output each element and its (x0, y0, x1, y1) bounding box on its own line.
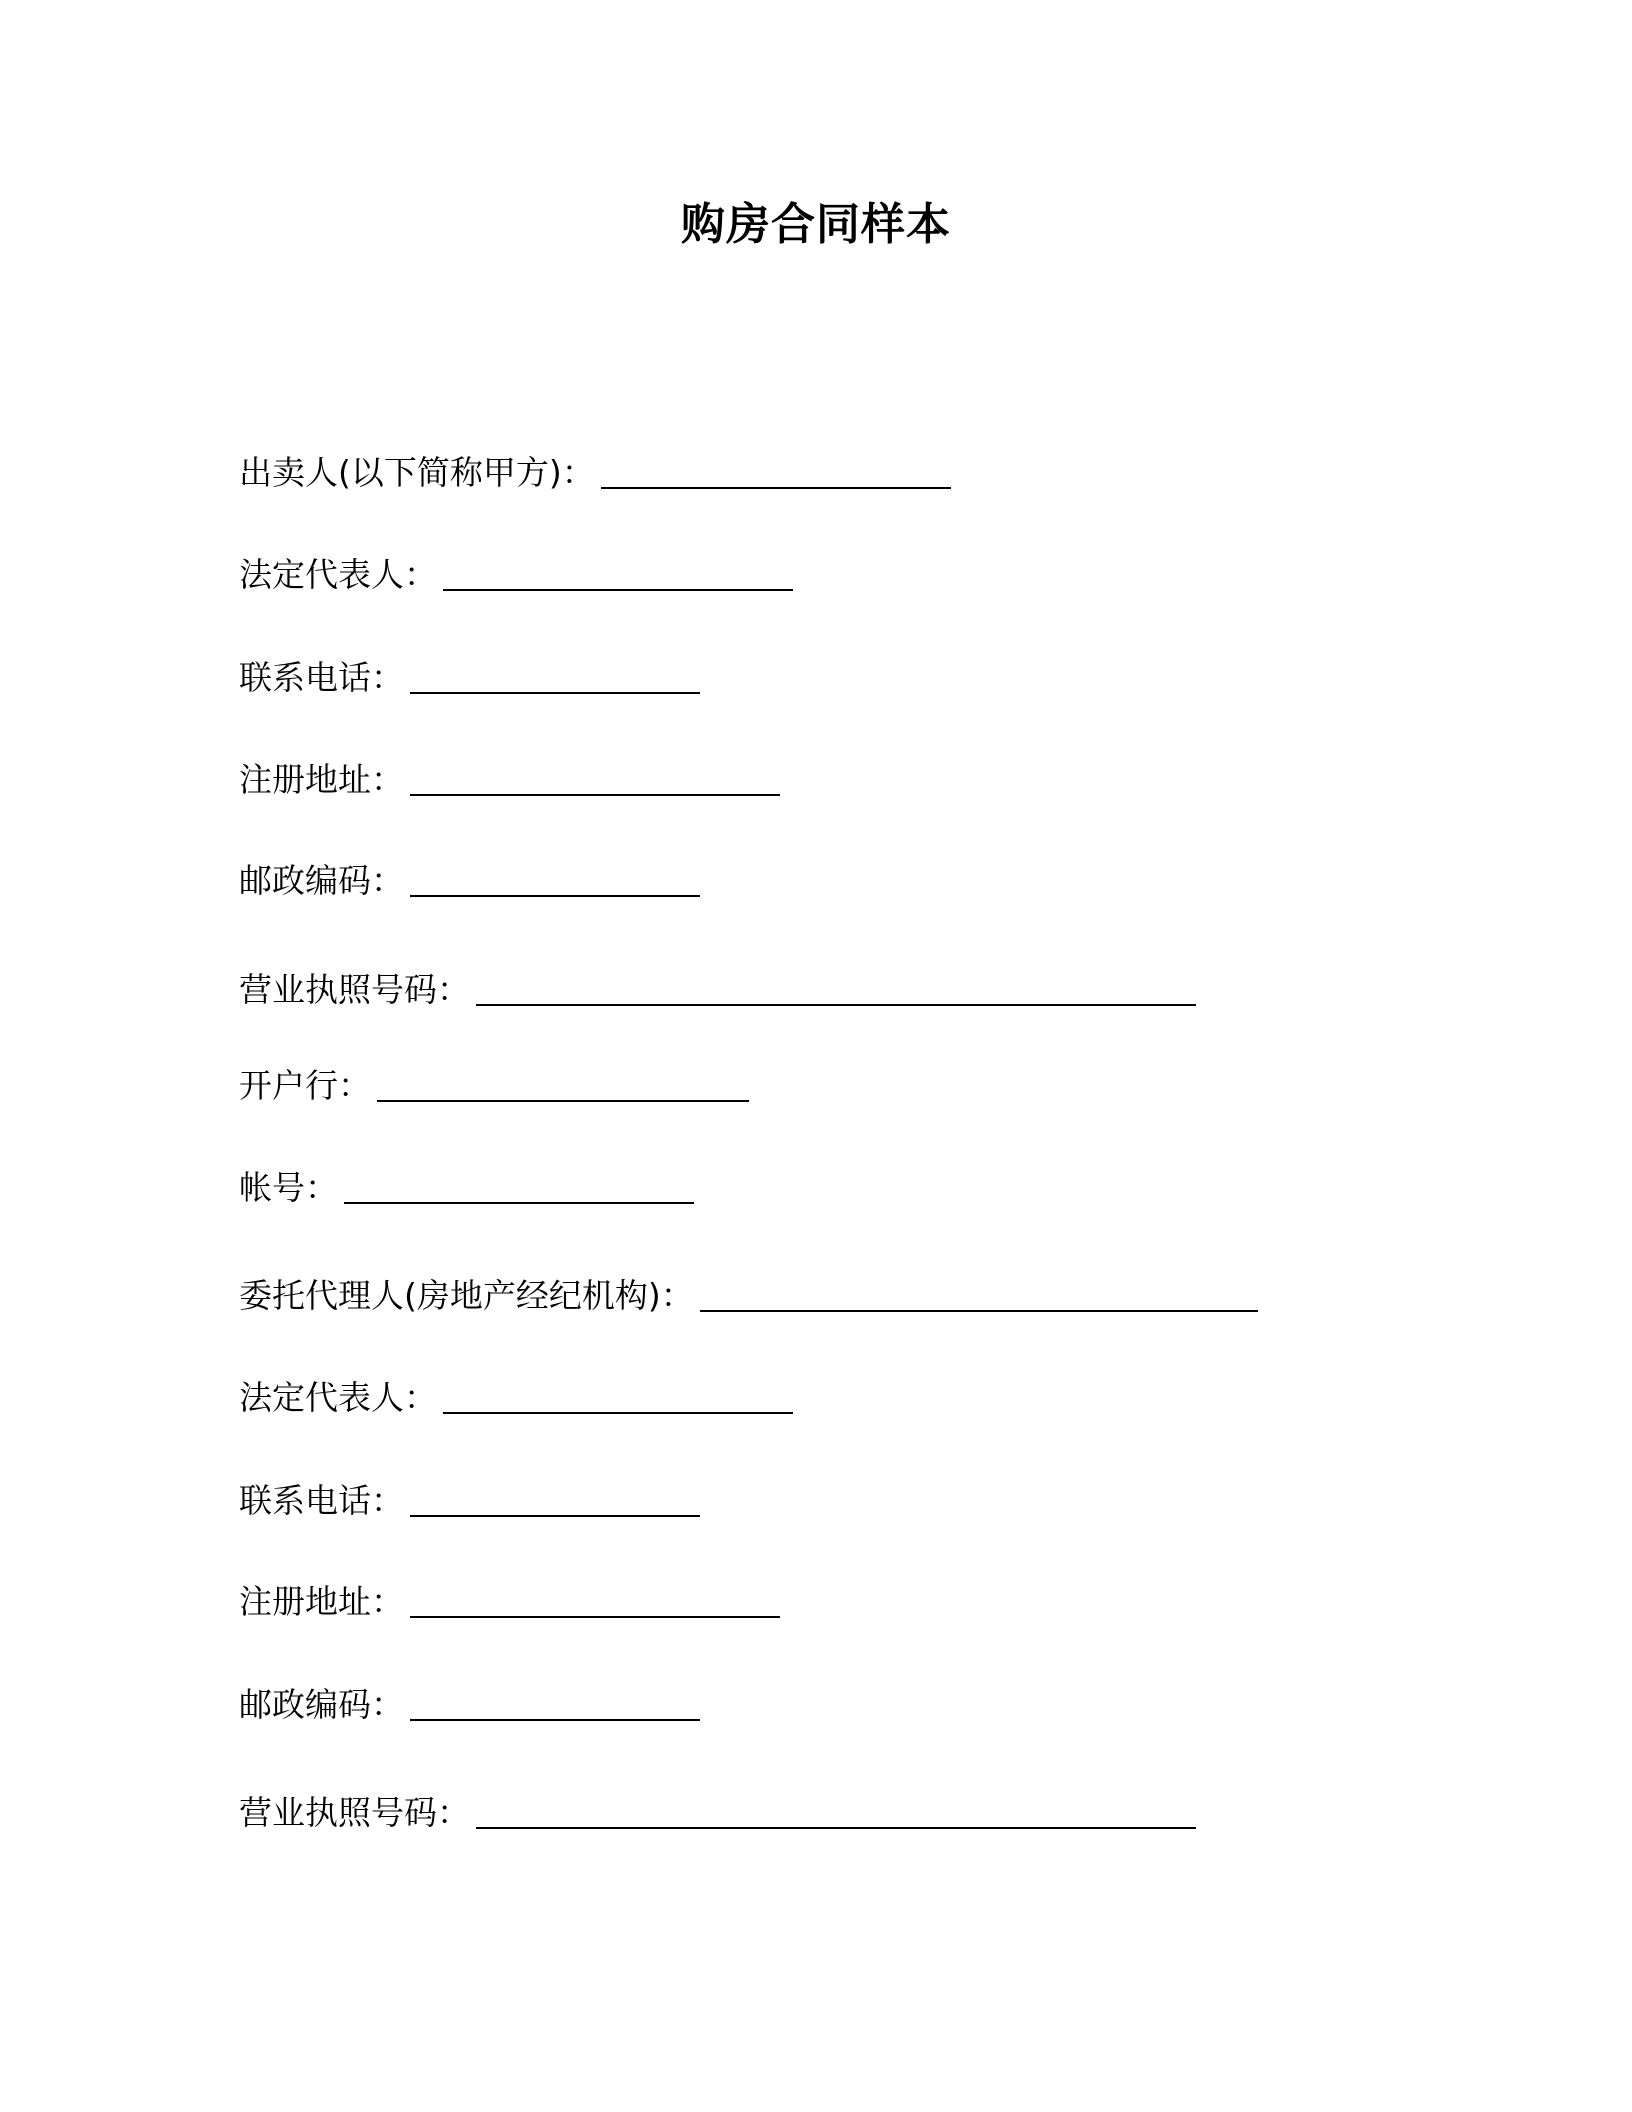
field-label: 邮政编码： (239, 1685, 404, 1724)
field-label: 邮政编码： (239, 861, 404, 900)
field-label: 出卖人(以下简称甲方)： (239, 453, 595, 492)
field-label: 委托代理人(房地产经纪机构)： (239, 1276, 694, 1315)
fill-in-blank[interactable] (377, 1099, 749, 1102)
field-label: 联系电话： (239, 658, 404, 697)
field-postal-code (239, 853, 700, 903)
field-agent-phone (239, 1473, 700, 1523)
field-label: 注册地址： (239, 760, 404, 799)
field-account (239, 1160, 694, 1210)
field-phone (239, 650, 700, 700)
field-legal-representative (239, 547, 793, 597)
field-label: 营业执照号码： (239, 970, 470, 1009)
field-label: 帐号： (239, 1168, 338, 1207)
fill-in-blank[interactable] (476, 1826, 1196, 1829)
fill-in-blank[interactable] (410, 691, 700, 694)
fill-in-blank[interactable] (410, 1718, 700, 1721)
fill-in-blank[interactable] (443, 1411, 793, 1414)
fill-in-blank[interactable] (410, 1514, 700, 1517)
field-label: 营业执照号码： (239, 1793, 470, 1832)
field-agent-postal-code (239, 1677, 700, 1727)
fill-in-blank[interactable] (700, 1309, 1258, 1312)
field-label: 法定代表人： (239, 1378, 437, 1417)
field-agent (239, 1268, 1258, 1318)
fill-in-blank[interactable] (443, 588, 793, 591)
field-business-license (239, 962, 1196, 1012)
field-bank (239, 1058, 749, 1108)
field-agent-registered-address (239, 1574, 780, 1624)
field-registered-address (239, 752, 780, 802)
field-seller (239, 445, 951, 495)
fill-in-blank[interactable] (410, 1615, 780, 1618)
fill-in-blank[interactable] (410, 793, 780, 796)
field-label: 联系电话： (239, 1481, 404, 1520)
fill-in-blank[interactable] (344, 1201, 694, 1204)
document-title: 购房合同样本 (681, 199, 951, 250)
fill-in-blank[interactable] (476, 1003, 1196, 1006)
field-label: 注册地址： (239, 1582, 404, 1621)
field-label: 开户行： (239, 1066, 371, 1105)
field-agent-business-license (239, 1785, 1196, 1835)
field-label: 法定代表人： (239, 555, 437, 594)
fill-in-blank[interactable] (410, 894, 700, 897)
field-agent-legal-representative (239, 1370, 793, 1420)
fill-in-blank[interactable] (601, 486, 951, 489)
